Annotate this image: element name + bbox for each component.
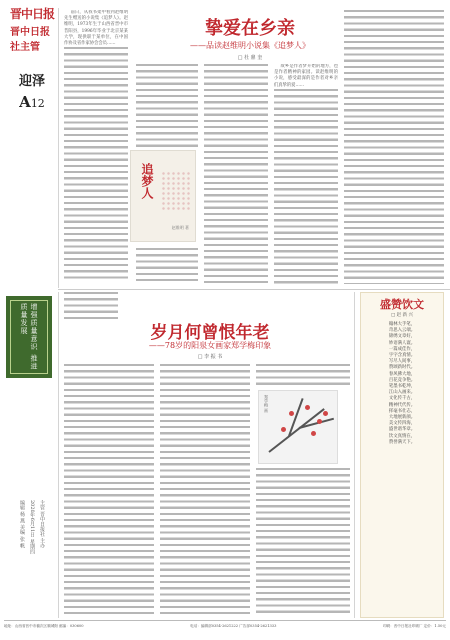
- top-article-byline: □ 杜 鼎 奎: [237, 55, 263, 61]
- masthead: [10, 8, 56, 56]
- section-divider: [58, 289, 450, 290]
- poem-byline: □ 赵 新 兴: [390, 313, 414, 318]
- poem-line: 江山入画来。: [388, 390, 416, 396]
- poem-line: 挥毫书壮志，: [388, 408, 416, 414]
- poem-line: 大地展新颜。: [388, 415, 416, 421]
- bottom-article-col-1: [64, 292, 118, 320]
- section-tag: [12, 70, 52, 111]
- newspaper-logo: 晋中日报: [10, 7, 55, 21]
- poem-line: 锦绣文章好，: [388, 334, 416, 340]
- poem-line: 春风拂大地，: [388, 371, 416, 377]
- edition-info: [16, 500, 46, 625]
- poem-line: 美文传四海，: [388, 421, 416, 427]
- edition-editors: 编辑 杨 燕 美编 张 帆: [19, 500, 25, 548]
- poem-line: 百花竞争艳。: [388, 377, 416, 383]
- top-article-col-1: 前日，从我书架中看到赵维明先生赠送的小说集《追梦人》。赵维明，1973年生于山西省晋中市昔阳县，1996年毕业于北京某某大学，现供职于某单位，在中国作协及省作家协会会员……: [64, 10, 128, 280]
- bottom-article-col-3b: [256, 468, 350, 616]
- bottom-article-byline: □ 李 振 书: [197, 354, 223, 360]
- top-article-col-5: [344, 10, 444, 284]
- poem-line: 奇思入云端。: [388, 328, 416, 334]
- slogan-text: 增强质量意识 推进质量发展: [20, 303, 38, 371]
- footer-address: 地址：山西省晋中市榆次区顺城街 邮编：030600: [4, 624, 84, 628]
- painting-caption: 郑学梅 画: [264, 395, 269, 413]
- text-lines: [64, 47, 128, 280]
- poem-line: 精神代代传。: [388, 402, 416, 408]
- poem-line: 翰林大手笔，: [388, 322, 416, 327]
- top-article-col-2: [136, 64, 198, 148]
- book-cover-title: 追梦人: [140, 163, 154, 199]
- footer-phone: 电话：编辑部0354-2621222 广告部0354-2621333: [190, 624, 277, 628]
- page-number: A12: [19, 93, 45, 111]
- section-name: 迎泽: [18, 74, 45, 89]
- poem-line: 赞誉满天下。: [388, 439, 416, 445]
- book-cover-image: [130, 150, 196, 242]
- column-divider: [58, 8, 59, 288]
- edition-line: 主管 晋中日报社 主办: [39, 500, 45, 549]
- poem-line: 笔墨书乾坤，: [388, 384, 416, 390]
- column-divider: [58, 292, 59, 618]
- bottom-article-col-3: [256, 364, 350, 388]
- poem-line: 文化传千古，: [388, 396, 416, 402]
- poem-line: 写尽人间事，: [388, 359, 416, 365]
- book-cover-pattern: [161, 171, 191, 211]
- poem-line: 饮文真情在，: [388, 433, 416, 439]
- poem-line: 盛世谱华章。: [388, 427, 416, 433]
- bottom-article-headline: 岁月何曾恨年老: [150, 323, 270, 343]
- poem-line: 字字含真情。: [388, 353, 416, 359]
- bottom-article-col-2: [160, 364, 250, 616]
- poem-line: 赞颂新时代。: [388, 365, 416, 371]
- top-article-col-3: [204, 64, 268, 284]
- top-article-col-2b: [136, 248, 198, 284]
- poem-lines: [368, 322, 436, 446]
- bottom-article-subhead: ——78岁的阳泉女画家郑学梅印象: [148, 341, 272, 350]
- bottom-article-col-1b: [64, 364, 154, 616]
- top-article-headline: 挚爱在乡亲: [205, 18, 295, 39]
- plum-blossom-painting: [258, 390, 338, 464]
- poem-line: 妙语满人寰。: [388, 340, 416, 346]
- poem-line: 一篇成佳作，: [388, 346, 416, 352]
- top-article-subhead: ——品读赵维明小说集《追梦人》: [190, 41, 310, 50]
- footer: [4, 620, 446, 629]
- footer-print: 印刷：晋中日报社印刷厂 定价：1.50元: [382, 624, 446, 628]
- newspaper-logo-sub: 晋中日报社主管: [10, 27, 50, 53]
- book-cover-author: 赵维明 著: [171, 225, 189, 230]
- top-article-col-4: 故乡是作者梦开始的地方，也是作者精神的家园。读赵维明的小说，感受最深的是作者对乡亲们真挚的爱……: [274, 64, 338, 284]
- edition-date: 2020年6月11日 星期四: [29, 500, 35, 554]
- slogan-box: [6, 296, 52, 378]
- column-divider: [354, 292, 355, 618]
- poem-title: 盛赞饮文: [380, 298, 424, 311]
